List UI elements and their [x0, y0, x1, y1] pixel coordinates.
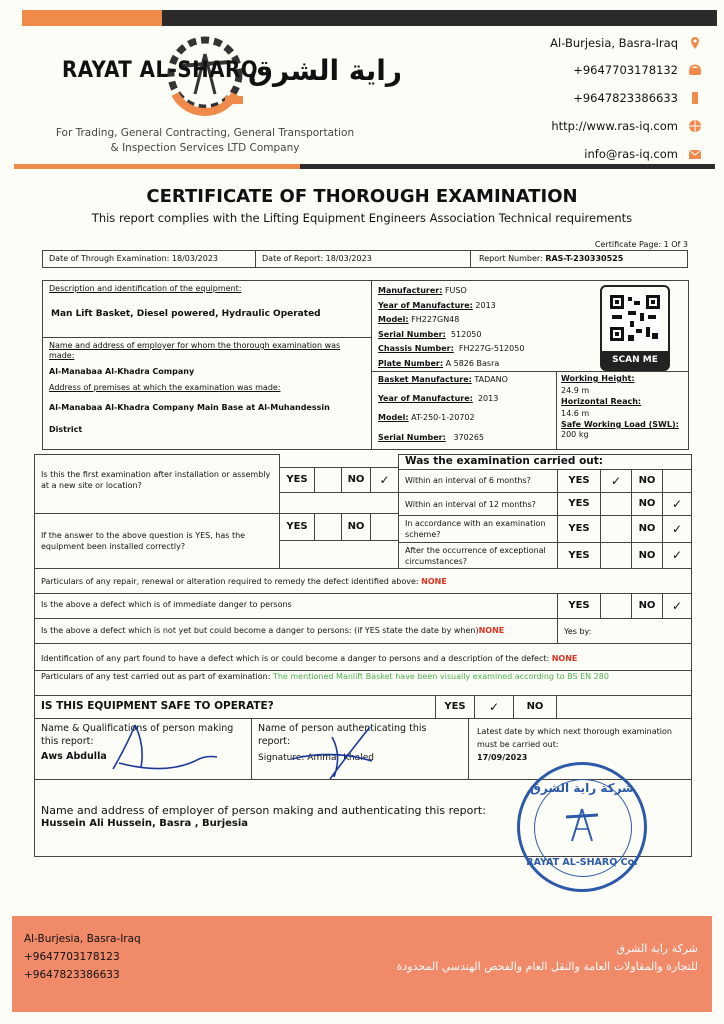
manufacturer-value: FUSO — [444, 286, 467, 295]
swl-label: Safe Working Load (SWL): — [561, 420, 679, 429]
tests-value: The mentioned Manlift Basket have been visually examined according to BS EN 280 — [272, 672, 609, 681]
footer-phone1: +9647703178123 — [24, 951, 120, 963]
exceptional-label: After the occurrence of exceptional circumstances? — [398, 542, 558, 569]
mobile-icon — [688, 91, 702, 105]
description-value: Man Lift Basket, Diesel powered, Hydraulic Operated — [51, 309, 321, 319]
year-value: 2013 — [475, 300, 496, 310]
footer-arabic-tagline: للتجارة والمقاولات العامة والنقل العام والفحص الهندسي المحدودة — [396, 960, 698, 973]
footer-phone2: +9647823386633 — [24, 969, 120, 981]
immediate-yes-box[interactable] — [600, 593, 632, 619]
interval-12-label: Within an interval of 12 months? — [398, 492, 558, 516]
safe-yes-tick[interactable]: ✓ — [474, 695, 514, 719]
model-label: Model: — [378, 315, 409, 324]
auth-label: Name of person authenticating this report: — [258, 723, 427, 747]
q1-text: Is this the first examination after installation or assembly at a new site or location? — [41, 470, 271, 490]
scheme-no-tick[interactable]: ✓ — [662, 515, 692, 543]
basket-year-label: Year of Manufacture: — [378, 394, 473, 403]
basket-serial-value: 370265 — [453, 433, 485, 442]
q2-no-box[interactable] — [370, 513, 399, 541]
working-height-value: 24.9 m — [561, 385, 590, 395]
employer-maker-value: Hussein Ali Hussein, Basra , Burjesia — [41, 818, 249, 829]
year-label: Year of Manufacture: — [378, 300, 473, 310]
contact-phone2: +9647823386633 — [573, 91, 702, 105]
maker-label: Name & Qualifications of person making this report: — [41, 723, 234, 747]
yes-by-field[interactable]: Yes by: — [557, 618, 692, 644]
certificate-page: Certificate Page: 1 Of 3 — [594, 240, 688, 249]
model-value: FH227GN48 — [411, 315, 460, 324]
qr-code[interactable] — [600, 285, 670, 371]
report-number-cell — [470, 250, 688, 268]
exceptional-no[interactable]: NO — [631, 542, 663, 569]
q1-spacer — [279, 492, 399, 514]
scan-me-label: SCAN ME — [602, 351, 668, 369]
interval-12-yes-box[interactable] — [600, 492, 632, 516]
repair-row — [34, 568, 692, 594]
safe-no-box[interactable] — [556, 695, 692, 719]
stamp-arabic: شركة راية الشرق — [530, 781, 634, 795]
top-bar — [22, 10, 717, 26]
mail-icon — [688, 147, 702, 161]
vehicle-box — [371, 280, 689, 372]
next-exam-date: 17/09/2023 — [477, 753, 528, 762]
employer-value: Al-Manabaa Al-Khadra Company — [49, 367, 195, 376]
report-date: Date of Report: 18/03/2023 — [262, 254, 372, 263]
report-number-label: Report Number: — [479, 254, 543, 263]
serial-label: Serial Number: — [378, 329, 446, 339]
manufacturer-label: Manufacturer: — [378, 286, 443, 295]
interval-12-yes[interactable]: YES — [557, 492, 601, 516]
q2-no[interactable]: NO — [341, 513, 371, 541]
company-stamp — [517, 762, 647, 892]
basket-year-value: 2013 — [477, 394, 499, 403]
immediate-no-tick[interactable]: ✓ — [662, 593, 692, 619]
basket-specs-box — [556, 371, 689, 450]
contact-phone1: +9647703178132 — [573, 63, 702, 77]
basket-serial-label: Serial Number: — [378, 433, 446, 442]
phone-icon — [688, 63, 702, 77]
interval-6-no[interactable]: NO — [631, 469, 663, 493]
horizontal-reach-value: 14.6 m — [561, 408, 590, 418]
globe-icon — [688, 119, 702, 133]
chassis-value: FH227G-512050 — [458, 344, 525, 353]
interval-6-label: Within an interval of 6 months? — [398, 469, 558, 493]
q2-yes-box[interactable] — [314, 513, 342, 541]
chassis-label: Chassis Number: — [378, 344, 454, 353]
basket-manufacturer-value: TADANO — [474, 375, 508, 384]
exceptional-yes-box[interactable] — [600, 542, 632, 569]
q1-no-tick[interactable]: ✓ — [370, 467, 399, 493]
logo-text-ar: راية الشرق — [248, 54, 403, 87]
basket-box — [371, 371, 557, 450]
exam-date-cell — [42, 250, 256, 268]
q1-no[interactable]: NO — [341, 467, 371, 493]
footer-arabic-company: شركة راية الشرق — [616, 942, 698, 955]
safe-yes[interactable]: YES — [435, 695, 475, 719]
maker-cell — [34, 718, 252, 780]
scheme-yes[interactable]: YES — [557, 515, 601, 543]
plate-label: Plate Number: — [378, 358, 444, 368]
header-divider-dark — [300, 164, 715, 169]
q2-yes[interactable]: YES — [279, 513, 315, 541]
identification-value: NONE — [551, 654, 578, 663]
q1-yes-box[interactable] — [314, 467, 342, 493]
contact-email[interactable]: info@ras-iq.com — [584, 147, 702, 161]
safe-question-cell — [34, 695, 436, 719]
exam-date: Date of Through Examination: 18/03/2023 — [49, 254, 218, 263]
repair-value: NONE — [421, 577, 447, 586]
working-height-label: Working Height: — [561, 374, 635, 383]
q2-text: If the answer to the above question is YES, has the equipment been installed correctly? — [41, 531, 246, 551]
safe-question: IS THIS EQUIPMENT SAFE TO OPERATE? — [41, 700, 274, 712]
tests-label: Particulars of any test carried out as part of examination: — [41, 672, 271, 681]
exceptional-no-tick[interactable]: ✓ — [662, 542, 692, 569]
q1-yes[interactable]: YES — [279, 467, 315, 493]
immediate-no[interactable]: NO — [631, 593, 663, 619]
equipment-description-box — [42, 280, 372, 450]
auth-signature — [272, 719, 392, 783]
immediate-yes[interactable]: YES — [557, 593, 601, 619]
footer-band — [12, 916, 712, 1012]
page-title: CERTIFICATE OF THOROUGH EXAMINATION — [146, 186, 578, 207]
logo-text-en: RAYAT AL-SHARQ — [62, 58, 259, 83]
stamp-derrick-icon — [562, 805, 602, 845]
q1-cell — [34, 454, 280, 514]
premises-value: Al-Manabaa Al-Khadra Company Main Base at Al-Muhandessin District — [49, 403, 330, 434]
footer-address: Al-Burjesia, Basra-Iraq — [24, 933, 141, 945]
location-pin-icon — [688, 36, 702, 50]
scheme-no[interactable]: NO — [631, 515, 663, 543]
contact-website[interactable]: http://www.ras-iq.com — [551, 119, 702, 133]
auth-signature-line: Signature: Ammar Khaled — [258, 753, 374, 763]
carried-out-label: Was the examination carried out: — [405, 455, 603, 467]
plate-value: A 5826 Basra — [445, 358, 500, 368]
exceptional-yes[interactable]: YES — [557, 542, 601, 569]
next-exam-label: Latest date by which next thorough examination must be carried out: — [477, 727, 672, 749]
premises-label: Address of premises at which the examination was made: — [49, 383, 281, 392]
future-danger-label: Is the above a defect which is not yet but could become a danger to persons: (if YES state the date by when) — [41, 626, 479, 635]
interval-6-yes[interactable]: YES — [557, 469, 601, 493]
employer-label: Name and address of employer for whom the thorough examination was made: — [49, 341, 341, 360]
report-date-cell — [255, 250, 471, 268]
stamp-english: RAYAT AL-SHARQ Co. — [526, 857, 638, 868]
basket-model-label: Model: — [378, 413, 409, 422]
safe-no[interactable]: NO — [513, 695, 557, 719]
future-danger-row — [34, 618, 558, 644]
interval-12-no[interactable]: NO — [631, 492, 663, 516]
interval-6-yes-tick[interactable]: ✓ — [600, 469, 632, 493]
future-danger-value: NONE — [478, 626, 505, 635]
basket-model-value: AT-250-1-20702 — [411, 413, 475, 422]
tests-row — [34, 670, 692, 696]
basket-manufacturer-label: Basket Manufacture: — [378, 375, 472, 384]
maker-signature — [105, 715, 225, 779]
interval-6-no-box[interactable] — [662, 469, 692, 493]
serial-value: 512050 — [450, 329, 482, 339]
report-number: RAS-T-230330525 — [545, 254, 624, 263]
repair-label: Particulars of any repair, renewal or alteration required to remedy the defect identified above: — [41, 577, 419, 586]
auth-cell — [251, 718, 469, 780]
maker-name: Aws Abdulla — [41, 751, 107, 762]
immediate-danger-label: Is the above a defect which is of immediate danger to persons — [34, 593, 558, 619]
tagline: For Trading, General Contracting, General Transportation & Inspection Services LTD Company — [55, 127, 355, 154]
swl-value: 200 kg — [561, 429, 589, 439]
page-subtitle: This report complies with the Lifting Equipment Engineers Association Technical requirements — [91, 211, 633, 225]
contact-address: Al-Burjesia, Basra-Iraq — [550, 36, 702, 50]
q2-cell — [34, 513, 280, 569]
identification-row — [34, 643, 692, 671]
employer-maker-label: Name and address of employer of person making and authenticating this report: — [41, 804, 486, 817]
description-label: Description and identification of the equipment: — [49, 284, 242, 293]
q2-spacer — [279, 540, 399, 569]
horizontal-reach-label: Horizontal Reach: — [561, 397, 642, 406]
carried-out-header — [398, 454, 692, 470]
interval-12-no-tick[interactable]: ✓ — [662, 492, 692, 516]
scheme-label: In accordance with an examination scheme? — [398, 515, 558, 543]
scheme-yes-box[interactable] — [600, 515, 632, 543]
identification-label: Identification of any part found to have a defect which is or could become a danger to persons and a description of the defect: — [41, 654, 550, 663]
